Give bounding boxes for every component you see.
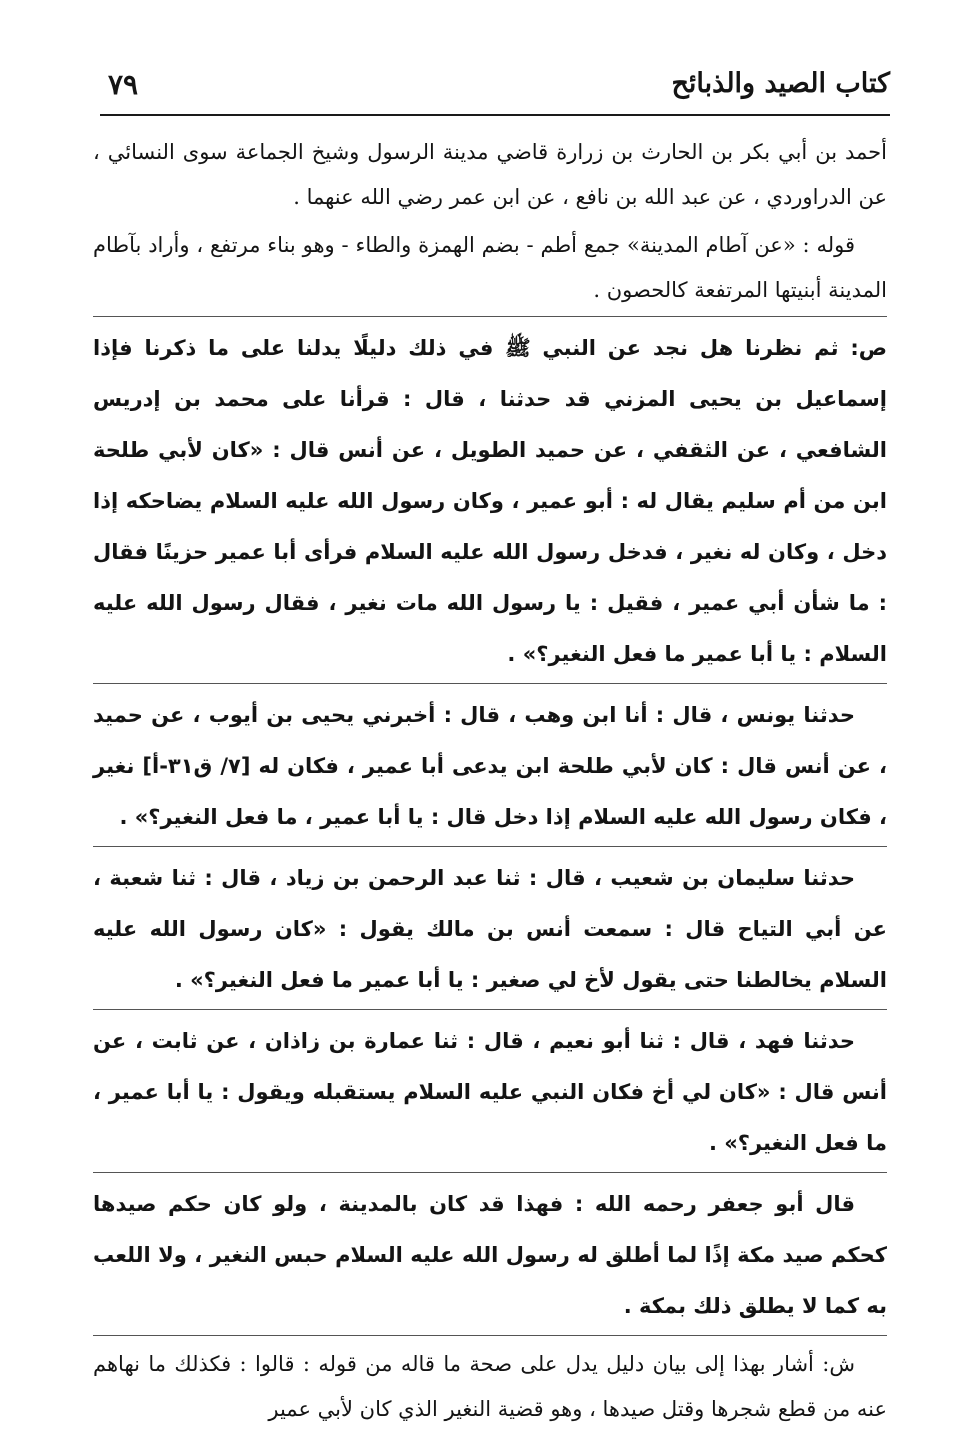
- section-divider: [93, 316, 887, 317]
- page-number: ٧٩: [108, 68, 139, 101]
- section-divider: [93, 1335, 887, 1336]
- main-text-paragraph: حدثنا يونس ، قال : أنا ابن وهب ، قال : أخبرني يحيى بن أيوب ، عن حميد ، عن أنس قال : كان لأبي طلحة ابن يدعى أبا عمير ، فكان له [٧/ ق٣١-أ] نغير ، فكان رسول الله عليه السلام إذا دخل قال : يا أبا عمير ، ما فعل النغير؟» .: [93, 703, 887, 829]
- main-text-paragraph: حدثنا فهد ، قال : ثنا أبو نعيم ، قال : ثنا عمارة بن زاذان ، عن ثابت ، عن أنس قال : «كان لي أخ فكان النبي عليه السلام يستقبله ويقول : يا أبا عمير ، ما فعل النغير؟» .: [93, 1029, 887, 1155]
- section-divider: [93, 1172, 887, 1173]
- page-header: [100, 58, 890, 116]
- section-divider: [93, 846, 887, 847]
- section-divider: [93, 683, 887, 684]
- header-rule: [100, 114, 890, 116]
- main-text-paragraph: ص: ثم نظرنا هل نجد عن النبي ﷺ في ذلك دليلًا يدلنا على ما ذكرنا فإذا إسماعيل بن يحيى المزني قد حدثنا ، قال : قرأنا على محمد بن إدريس الشافعي ، عن الثقفي ، عن حميد الطويل ، عن أنس قال : «كان لأبي طلحة ابن من أم سليم يقال له : أبو عمير ، وكان رسول الله عليه السلام يضاحكه إذا دخل ، وكان له نغير ، فدخل رسول الله عليه السلام فرأى أبا عمير حزينًا فقال : ما شأن أبي عمير ، فقيل : يا رسول الله مات نغير ، فقال رسول الله عليه السلام : يا أبا عمير ما فعل النغير؟» .: [93, 336, 887, 666]
- commentary-paragraph: أحمد بن أبي بكر بن الحارث بن زرارة قاضي مدينة الرسول وشيخ الجماعة سوى النسائي ، عن الدراوردي ، عن عبد الله بن نافع ، عن ابن عمر رضي الله عنهما .: [93, 140, 887, 209]
- chapter-title: كتاب الصيد والذبائح: [671, 68, 890, 99]
- commentary-paragraph: ش: أشار بهذا إلى بيان دليل يدل على صحة ما قاله من قوله : قالوا : فكذلك ما نهاهم عنه من قطع شجرها وقتل صيدها ، وهو قضية النغير الذي كان لأبي عمير: [93, 1352, 887, 1421]
- commentary-paragraph: قوله : «عن آطام المدينة» جمع أطم - بضم الهمزة والطاء - وهو بناء مرتفع ، وأراد بآطام المدينة أبنيتها المرتفعة كالحصون .: [93, 233, 887, 302]
- main-text-paragraph: قال أبو جعفر رحمه الله : فهذا قد كان بالمدينة ، ولو كان حكم صيدها كحكم صيد مكة إذًا لما أطلق له رسول الله عليه السلام حبس النغير ، ولا اللعب به كما لا يطلق ذلك بمكة .: [93, 1192, 887, 1318]
- section-divider: [93, 1009, 887, 1010]
- main-text-paragraph: حدثنا سليمان بن شعيب ، قال : ثنا عبد الرحمن بن زياد ، قال : ثنا شعبة ، عن أبي التياح قال : سمعت أنس بن مالك يقول : «كان رسول الله عليه السلام يخالطنا حتى يقول لأخ لي صغير : يا أبا عمير ما فعل النغير؟» .: [93, 866, 887, 992]
- page-body: [93, 130, 887, 1435]
